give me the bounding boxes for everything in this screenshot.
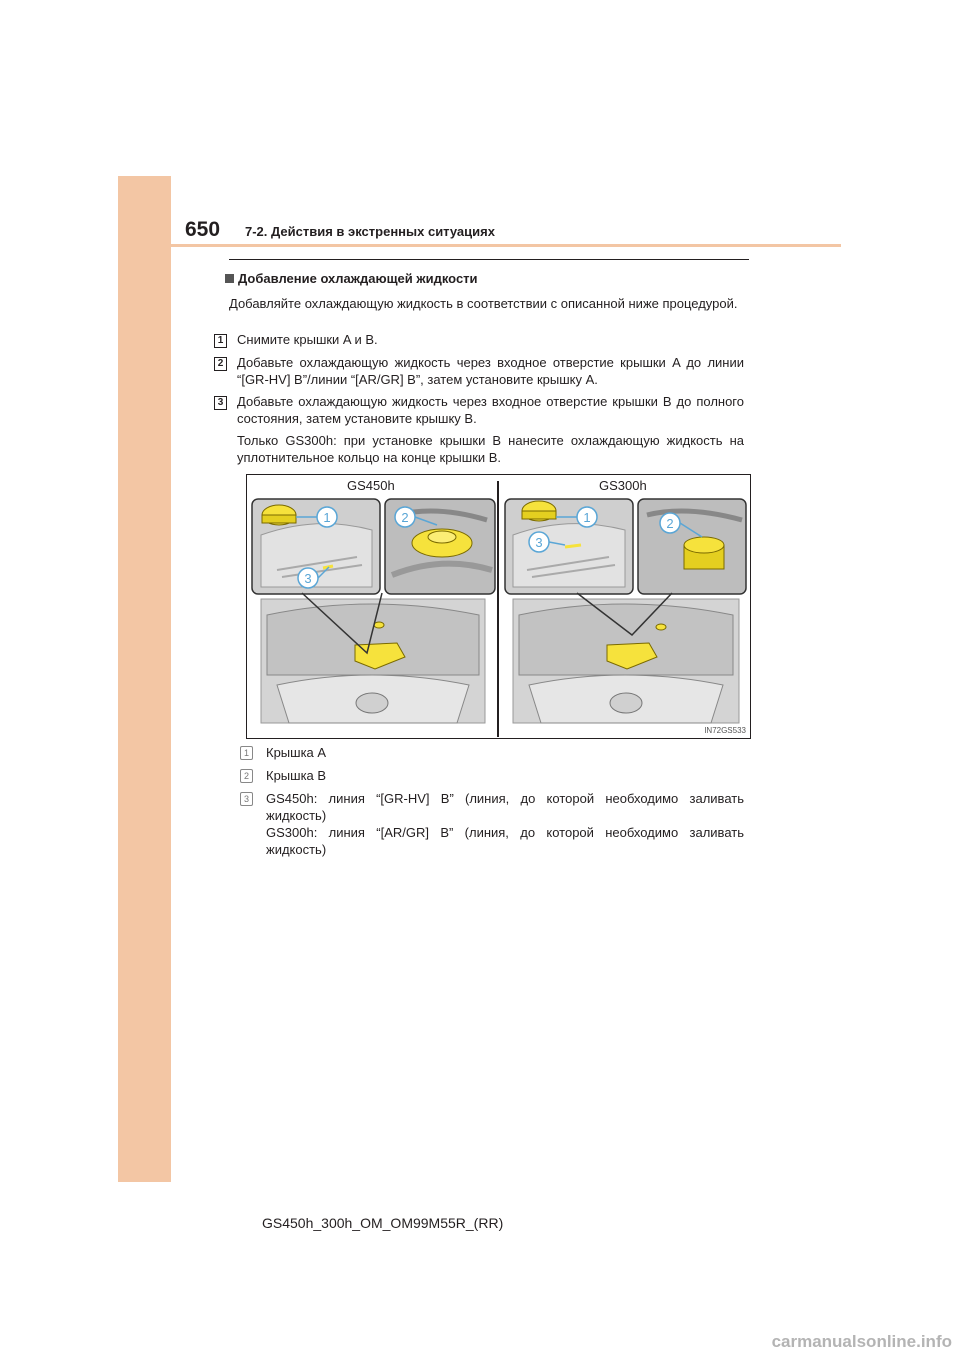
section-title-text: Добавление охлаждающей жидкости [238,271,478,286]
gs300h-reservoir-inset [505,499,633,594]
watermark: carmanualsonline.info [771,1332,952,1351]
gs300h-callout-3: 3 [535,535,543,550]
gs450h-engine-bay [261,593,485,723]
legend-number-2: 2 [240,769,253,783]
chapter-side-band [118,176,171,1182]
step-text-2: Добавьте охлаждающую жидкость через входное отверстие крышки A до линии “[GR-HV] B”/линии “[AR/GR] B”, затем установите крышку A. [237,355,744,387]
header-rule [171,244,841,247]
figure-code: IN72GS533 [704,726,746,735]
legend-number-1: 1 [240,746,253,760]
coolant-figure [246,474,751,739]
legend-text-2: Крышка B [266,768,327,783]
square-bullet-icon [225,274,234,283]
legend-text-1: Крышка A [266,745,327,760]
section-title [225,271,478,286]
step-number-2: 2 [214,357,227,371]
legend-number-3: 3 [240,792,253,806]
step-3-note: Только GS300h: при установке крышки B нанесите охлаждающую жидкость на уплотнительное кольцо на конце крышки B. [237,433,744,465]
section-intro: Добавляйте охлаждающую жидкость в соответствии с описанной ниже процедурой. [229,296,738,311]
gs300h-cap-b-inset [638,499,746,594]
legend-text-3: GS450h: линия “[GR-HV] B” (линия, до которой необходимо заливать жидкость) [266,791,744,823]
gs300h-callout-1: 1 [583,510,591,525]
figure-label-gs300h: GS300h [599,478,647,493]
step-text-3: Добавьте охлаждающую жидкость через входное отверстие крышки B до полного состояния, затем установите крышку B. [237,394,744,426]
step-number-1: 1 [214,334,227,348]
gs450h-callout-2: 2 [401,510,409,525]
legend-text-3b: GS300h: линия “[AR/GR] B” (линия, до которой необходимо заливать жидкость) [266,825,744,857]
gs300h-callout-2: 2 [666,516,674,531]
engine-bay-illustration [247,475,750,738]
step-text-1: Снимите крышки A и B. [237,332,378,347]
footer-doc-code: GS450h_300h_OM_OM99M55R_(RR) [262,1215,504,1231]
page-number: 650 [185,218,221,241]
gs450h-callout-1: 1 [323,510,331,525]
step-number-3: 3 [214,396,227,410]
chapter-title: 7-2. Действия в экстренных ситуациях [245,224,495,239]
content-rule [229,259,749,260]
gs300h-engine-bay [513,593,739,723]
gs450h-callout-3: 3 [304,571,312,586]
figure-label-gs450h: GS450h [347,478,395,493]
